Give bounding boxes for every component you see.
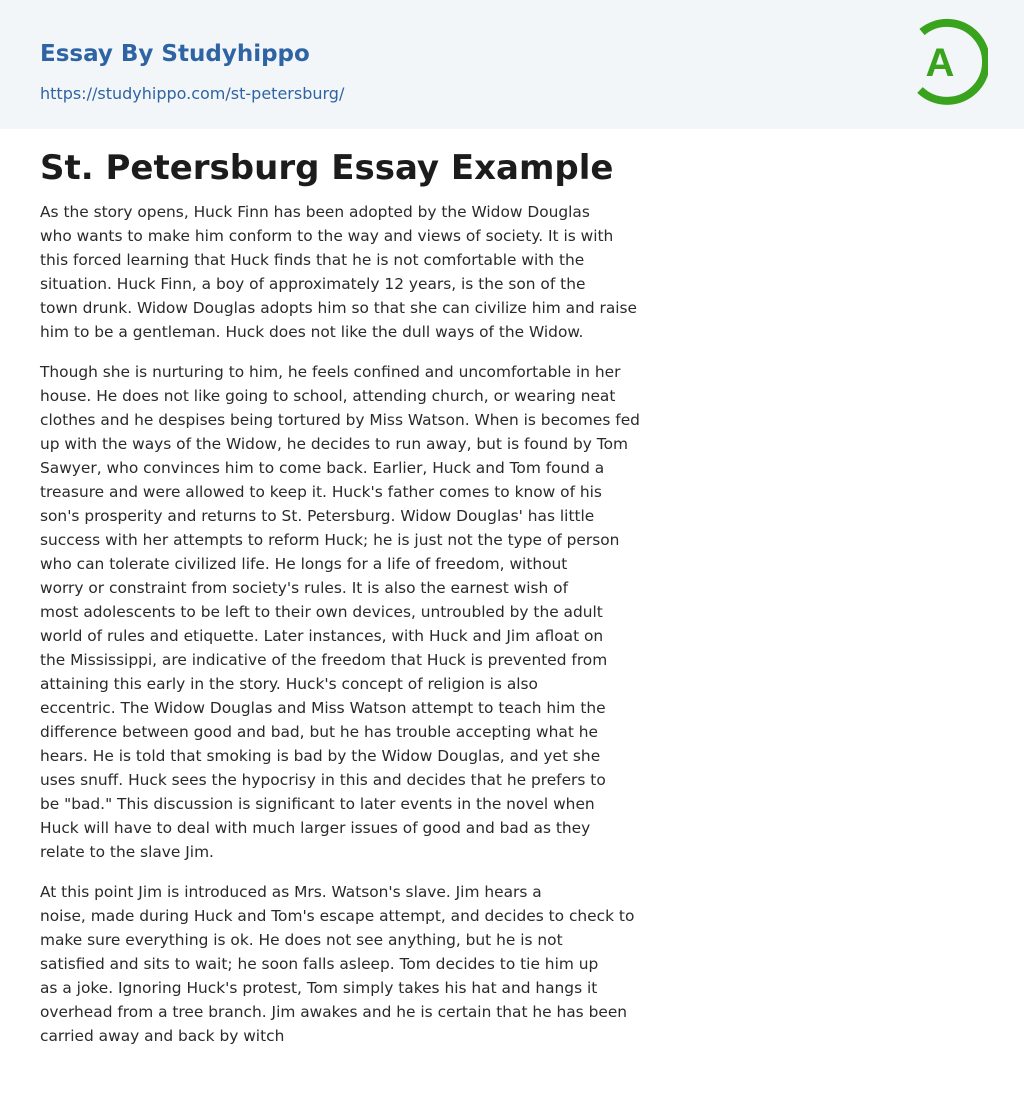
paragraph-line: Though she is nurturing to him, he feels confined and uncomfortable in her xyxy=(40,363,621,381)
paragraph-line: house. He does not like going to school, attending church, or wearing neat xyxy=(40,387,616,405)
paragraph-line: At this point Jim is introduced as Mrs. Watson's slave. Jim hears a xyxy=(40,883,542,901)
paragraph-line: town drunk. Widow Douglas adopts him so that she can civilize him and raise xyxy=(40,299,638,317)
paragraph-line: As the story opens, Huck Finn has been adopted by the Widow Douglas xyxy=(40,203,590,221)
paragraph-line: carried away and back by witch xyxy=(40,1027,285,1045)
paragraph-line: most adolescents to be left to their own devices, untroubled by the adult xyxy=(40,603,603,621)
brand-title[interactable]: Essay By Studyhippo xyxy=(40,41,310,67)
paragraph-line: success with her attempts to reform Huck; he is just not the type of person xyxy=(40,531,620,549)
page-title: St. Petersburg Essay Example xyxy=(40,148,614,188)
paragraph-line: situation. Huck Finn, a boy of approximately 12 years, is the son of the xyxy=(40,275,586,293)
paragraph-line: uses snuff. Huck sees the hypocrisy in this and decides that he prefers to xyxy=(40,771,606,789)
logo-letter: A xyxy=(925,41,955,85)
paragraph-line: worry or constraint from society's rules. It is also the earnest wish of xyxy=(40,579,569,597)
paragraph-line: who wants to make him conform to the way and views of society. It is with xyxy=(40,227,614,245)
paragraph-line: relate to the slave Jim. xyxy=(40,843,214,861)
paragraph-line: attaining this early in the story. Huck's concept of religion is also xyxy=(40,675,538,693)
article xyxy=(40,146,680,1064)
paragraph-line: clothes and he despises being tortured by Miss Watson. When is becomes fed xyxy=(40,411,640,429)
paragraph-line: hears. He is told that smoking is bad by the Widow Douglas, and yet she xyxy=(40,747,601,765)
paragraph-line: be "bad." This discussion is significant to later events in the novel when xyxy=(40,795,595,813)
paragraph-line: treasure and were allowed to keep it. Huck's father comes to know of his xyxy=(40,483,602,501)
article-paragraph xyxy=(40,200,680,344)
paragraph-line: the Mississippi, are indicative of the freedom that Huck is prevented from xyxy=(40,651,608,669)
site-header xyxy=(0,0,1024,129)
paragraph-line: Sawyer, who convinces him to come back. Earlier, Huck and Tom found a xyxy=(40,459,605,477)
paragraph-line: eccentric. The Widow Douglas and Miss Watson attempt to teach him the xyxy=(40,699,606,717)
paragraph-line: satisfied and sits to wait; he soon falls asleep. Tom decides to tie him up xyxy=(40,955,599,973)
studyhippo-logo-icon[interactable] xyxy=(906,18,988,106)
paragraph-line: overhead from a tree branch. Jim awakes and he is certain that he has been xyxy=(40,1003,628,1021)
paragraph-line: difference between good and bad, but he has trouble accepting what he xyxy=(40,723,598,741)
source-url-link[interactable]: https://studyhippo.com/st-petersburg/ xyxy=(40,84,345,103)
paragraph-line: up with the ways of the Widow, he decides to run away, but is found by Tom xyxy=(40,435,628,453)
article-body xyxy=(40,200,680,1048)
paragraph-line: who can tolerate civilized life. He longs for a life of freedom, without xyxy=(40,555,568,573)
paragraph-line: son's prosperity and returns to St. Petersburg. Widow Douglas' has little xyxy=(40,507,595,525)
article-paragraph xyxy=(40,360,680,864)
paragraph-line: this forced learning that Huck finds that he is not comfortable with the xyxy=(40,251,585,269)
article-paragraph xyxy=(40,880,680,1048)
paragraph-line: world of rules and etiquette. Later instances, with Huck and Jim afloat on xyxy=(40,627,604,645)
paragraph-line: noise, made during Huck and Tom's escape attempt, and decides to check to xyxy=(40,907,635,925)
paragraph-line: as a joke. Ignoring Huck's protest, Tom simply takes his hat and hangs it xyxy=(40,979,598,997)
paragraph-line: him to be a gentleman. Huck does not like the dull ways of the Widow. xyxy=(40,323,584,341)
paragraph-line: Huck will have to deal with much larger issues of good and bad as they xyxy=(40,819,591,837)
paragraph-line: make sure everything is ok. He does not see anything, but he is not xyxy=(40,931,563,949)
